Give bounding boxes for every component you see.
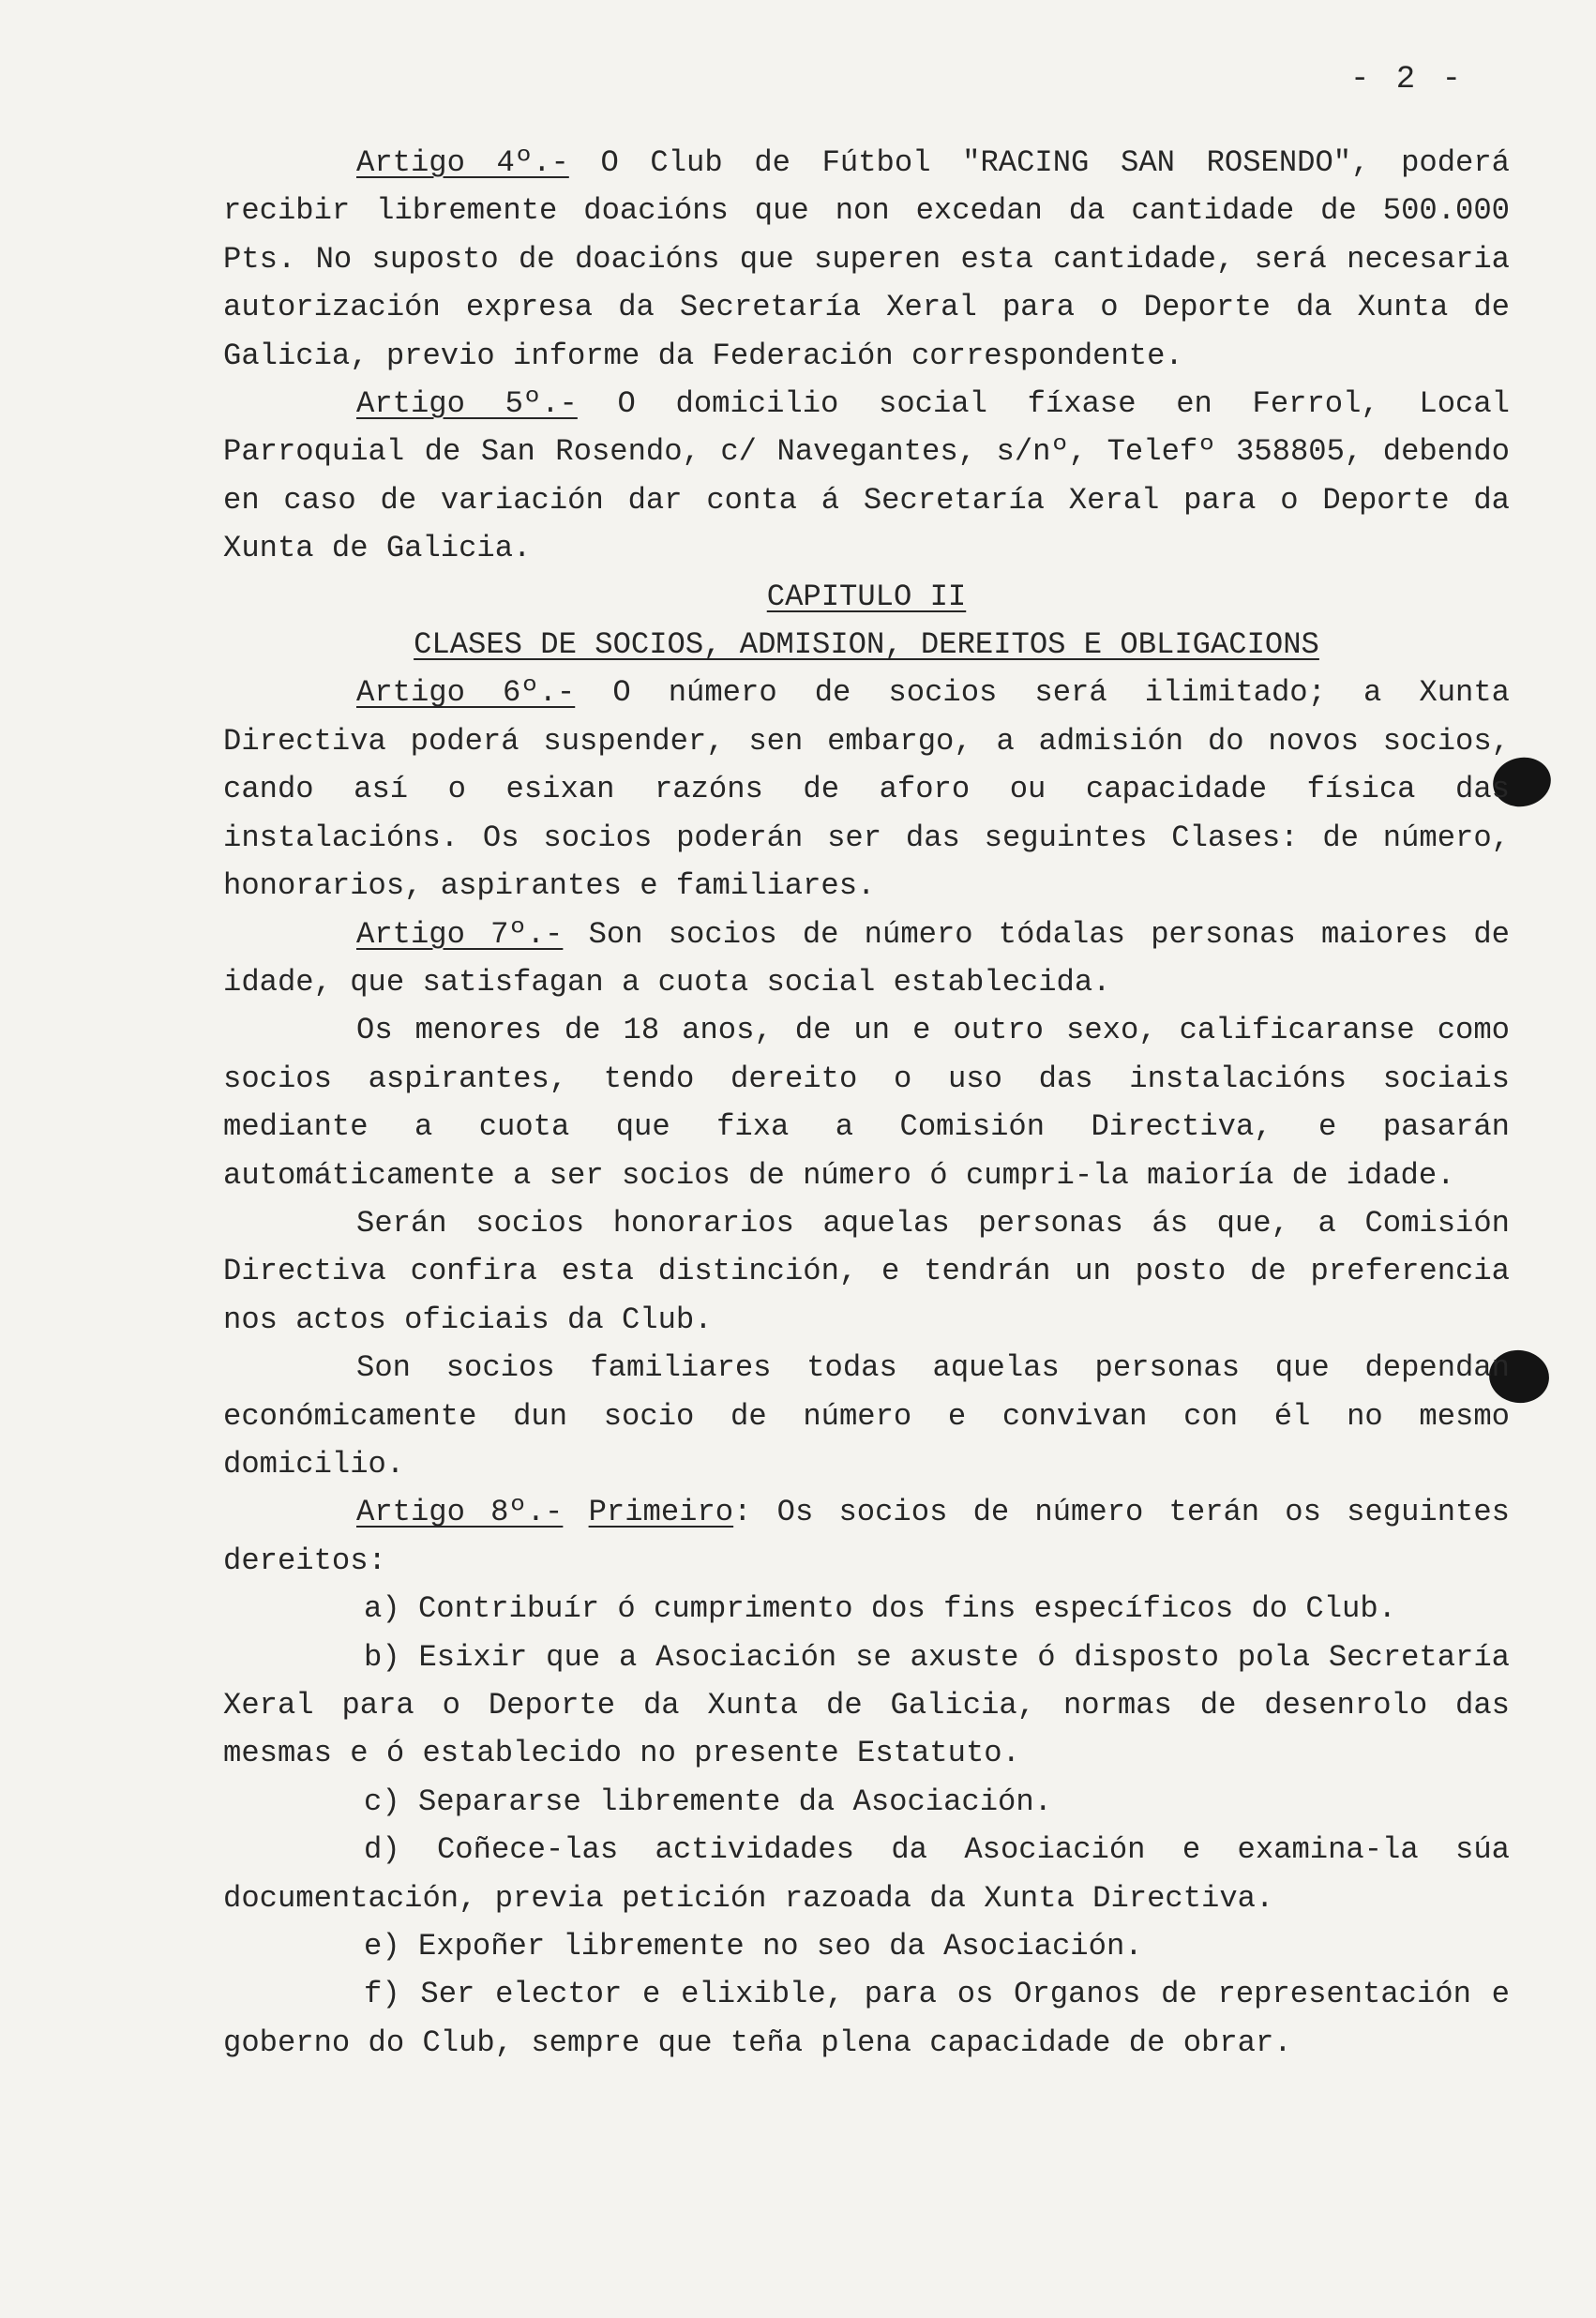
- chapter-subtitle: CLASES DE SOCIOS, ADMISION, DEREITOS E OBLIGACIONS: [414, 627, 1319, 663]
- right-item: e) Expoñer libremente no seo da Asociación.: [364, 1929, 1143, 1964]
- right-item: f) Ser elector e elixible, para os Organos de representación e goberno do Club, sempre que teña plena capacidade de obrar.: [223, 1977, 1510, 2060]
- article-4: [223, 139, 1510, 380]
- article-label: Artigo 4º.-: [356, 145, 569, 180]
- article-text: O número de socios será ilimitado; a Xunta Directiva poderá suspender, sen embargo, a admisión do novos socios, cando así o esixan razóns de aforo ou capacidade física das instalacións. Os socios poderán ser das seguintes Clases: de número, honorarios, aspirantes e familiares.: [223, 675, 1510, 904]
- document-body: [223, 139, 1510, 2067]
- article-7-paragraph: Serán socios honorarios aquelas personas ás que, a Comisión Directiva confira esta distinción, e tendrán un posto de preferencia nos actos oficiais da Club.: [223, 1205, 1510, 1337]
- article-text: O Club de Fútbol "RACING SAN ROSENDO", poderá recibir libremente doacións que non excedan da cantidade de 500.000 Pts. No suposto de doacións que superen esta cantidade, será necesaria autorización expresa da Secretaría Xeral para o Deporte da Xunta de Galicia, previo informe da Federación correspondente.: [223, 145, 1510, 373]
- article-text: O domicilio social fíxase en Ferrol, Local Parroquial de San Rosendo, c/ Navegantes, s/nº, Telefº 358805, debendo en caso de variación dar conta á Secretaría Xeral para o Deporte da Xunta de Galicia.: [223, 386, 1510, 566]
- article-7-paragraph: Os menores de 18 anos, de un e outro sexo, calificaranse como socios aspirantes, tendo dereito o uso das instalacións sociais mediante a cuota que fixa a Comisión Directiva, e pasarán automáticamente a ser socios de número ó cumpri-la maioría de idade.: [223, 1013, 1510, 1193]
- article-sublabel: Primeiro: [588, 1495, 734, 1530]
- article-8: [223, 1488, 1510, 1585]
- article-label: Artigo 8º.-: [356, 1495, 564, 1530]
- article-label: Artigo 5º.-: [356, 386, 578, 422]
- right-item: a) Contribuír ó cumprimento dos fins específicos do Club.: [364, 1591, 1396, 1627]
- page-number: - 2 -: [1350, 62, 1466, 98]
- right-item: d) Coñece-las actividades da Asociación e examina-la súa documentación, previa petición razoada da Xunta Directiva.: [223, 1832, 1510, 1916]
- article-label: Artigo 7º.-: [356, 916, 564, 952]
- article-text: Son socios de número tódalas personas maiores de idade, que satisfagan a cuota social establecida.: [223, 916, 1510, 1000]
- article-text: : Os socios de número terán os seguintes dereitos:: [223, 1495, 1510, 1578]
- article-6: [223, 669, 1510, 910]
- right-item: b) Esixir que a Asociación se axuste ó disposto pola Secretaría Xeral para o Deporte da Xunta de Galicia, normas de desenrolo das mesmas e ó establecido no presente Estatuto.: [223, 1639, 1510, 1771]
- chapter-title: CAPITULO II: [766, 579, 967, 614]
- right-item: c) Separarse libremente da Asociación.: [364, 1784, 1052, 1819]
- article-7: [223, 911, 1510, 1007]
- article-label: Artigo 6º.-: [356, 675, 576, 711]
- article-7-paragraph: Son socios familiares todas aquelas personas que dependan económicamente dun socio de número e convivan con él no mesmo domicilio.: [223, 1350, 1510, 1482]
- article-5: [223, 380, 1510, 573]
